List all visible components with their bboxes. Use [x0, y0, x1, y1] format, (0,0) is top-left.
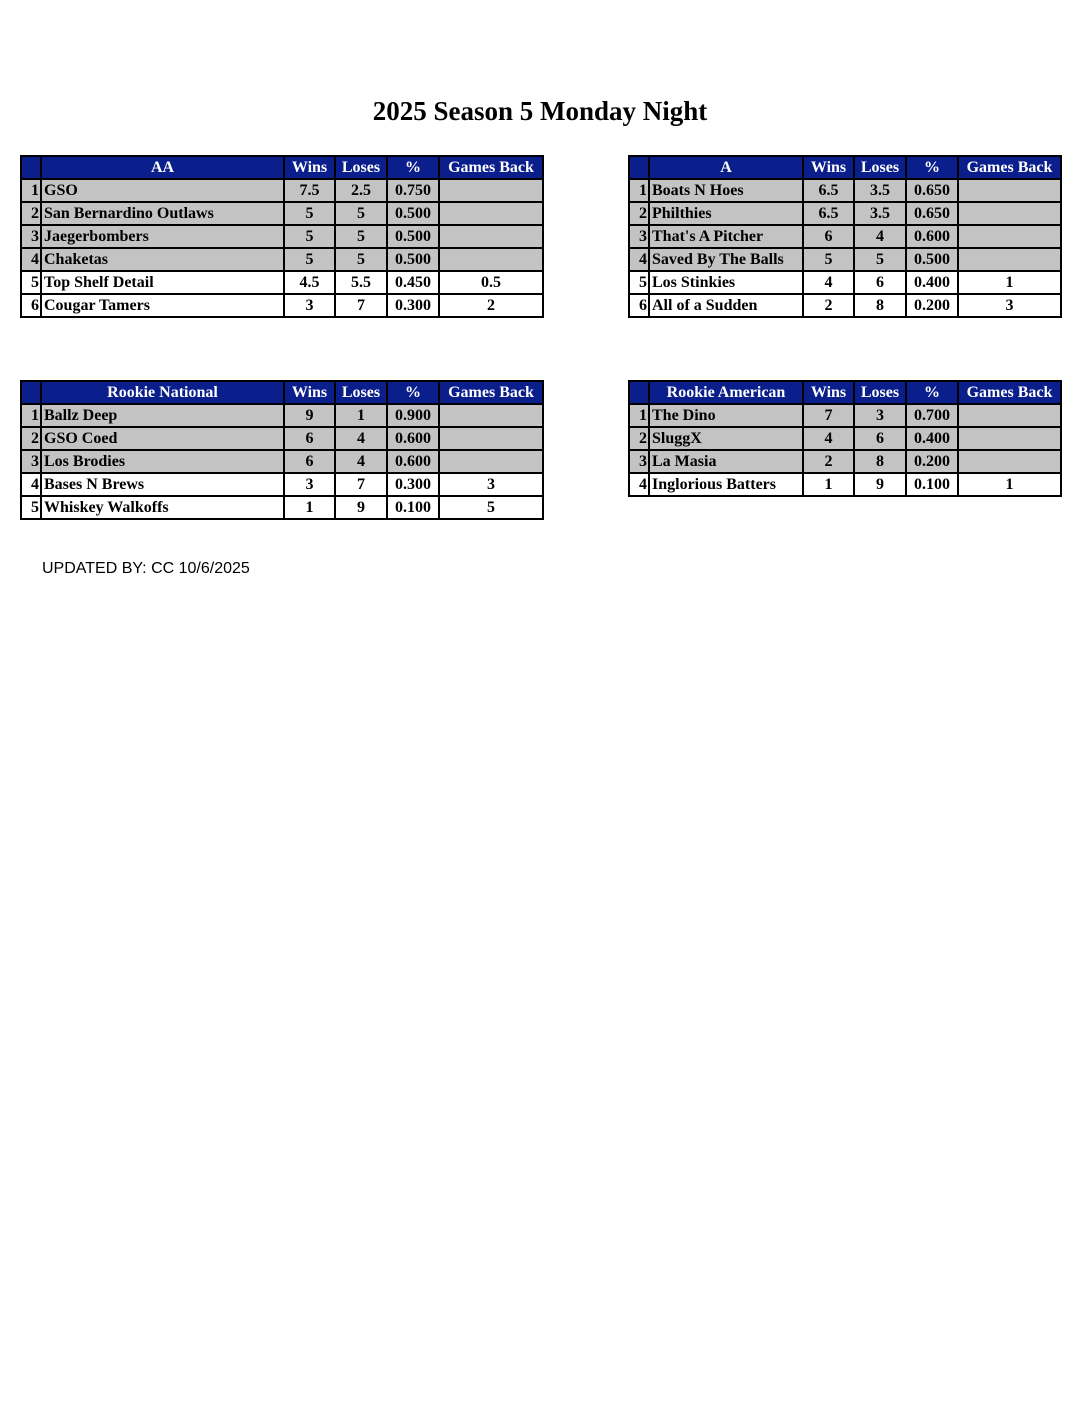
- games-back-cell: 1: [958, 473, 1061, 496]
- pct-cell: 0.500: [387, 225, 439, 248]
- pct-cell: 0.700: [906, 404, 958, 427]
- loses-cell: 5: [335, 248, 387, 271]
- rank-cell: 5: [21, 271, 41, 294]
- team-name-cell: That's A Pitcher: [649, 225, 803, 248]
- loses-cell: 5.5: [335, 271, 387, 294]
- team-name-cell: Saved By The Balls: [649, 248, 803, 271]
- wins-cell: 1: [284, 496, 335, 519]
- division-name: Rookie National: [41, 381, 284, 404]
- pct-cell: 0.300: [387, 473, 439, 496]
- team-name-cell: Top Shelf Detail: [41, 271, 284, 294]
- pct-cell: 0.650: [906, 202, 958, 225]
- rank-cell: 3: [629, 450, 649, 473]
- rank-header: [629, 156, 649, 179]
- games-back-cell: 5: [439, 496, 543, 519]
- wins-cell: 9: [284, 404, 335, 427]
- games-back-cell: [439, 179, 543, 202]
- team-name-cell: GSO: [41, 179, 284, 202]
- pct-cell: 0.200: [906, 294, 958, 317]
- wins-cell: 6: [284, 450, 335, 473]
- loses-cell: 2.5: [335, 179, 387, 202]
- rank-cell: 6: [21, 294, 41, 317]
- rank-cell: 4: [629, 248, 649, 271]
- table-row: [629, 179, 1061, 202]
- team-name-cell: All of a Sudden: [649, 294, 803, 317]
- loses-header: Loses: [854, 381, 906, 404]
- pct-cell: 0.400: [906, 427, 958, 450]
- pct-header: %: [906, 156, 958, 179]
- division-name: A: [649, 156, 803, 179]
- wins-cell: 7.5: [284, 179, 335, 202]
- loses-cell: 6: [854, 271, 906, 294]
- pct-cell: 0.500: [387, 202, 439, 225]
- games-back-cell: [439, 248, 543, 271]
- games-back-cell: 1: [958, 271, 1061, 294]
- wins-cell: 4: [803, 271, 854, 294]
- loses-cell: 7: [335, 294, 387, 317]
- pct-cell: 0.200: [906, 450, 958, 473]
- team-name-cell: San Bernardino Outlaws: [41, 202, 284, 225]
- games-back-cell: [439, 225, 543, 248]
- rank-cell: 2: [629, 427, 649, 450]
- table-row: [629, 294, 1061, 317]
- pct-header: %: [387, 156, 439, 179]
- standings-table-rookie-american: [628, 380, 1062, 497]
- table-row: [629, 202, 1061, 225]
- wins-cell: 6.5: [803, 202, 854, 225]
- pct-cell: 0.600: [387, 450, 439, 473]
- pct-cell: 0.900: [387, 404, 439, 427]
- rank-header: [21, 381, 41, 404]
- wins-cell: 1: [803, 473, 854, 496]
- table-row: [21, 404, 543, 427]
- games-back-cell: [958, 248, 1061, 271]
- division-name: AA: [41, 156, 284, 179]
- team-name-cell: Chaketas: [41, 248, 284, 271]
- games-back-header: Games Back: [439, 156, 543, 179]
- pct-cell: 0.100: [387, 496, 439, 519]
- games-back-cell: [958, 202, 1061, 225]
- team-name-cell: Whiskey Walkoffs: [41, 496, 284, 519]
- wins-cell: 6: [803, 225, 854, 248]
- table-header-row: [21, 156, 543, 179]
- loses-cell: 8: [854, 294, 906, 317]
- team-name-cell: Philthies: [649, 202, 803, 225]
- table-row: [21, 450, 543, 473]
- wins-cell: 4: [803, 427, 854, 450]
- table-row: [629, 427, 1061, 450]
- table-row: [21, 496, 543, 519]
- rank-cell: 5: [629, 271, 649, 294]
- rank-cell: 1: [21, 179, 41, 202]
- games-back-cell: [958, 225, 1061, 248]
- rank-cell: 3: [21, 225, 41, 248]
- wins-header: Wins: [284, 156, 335, 179]
- table-row: [21, 248, 543, 271]
- table-row: [629, 450, 1061, 473]
- wins-cell: 5: [803, 248, 854, 271]
- team-name-cell: Boats N Hoes: [649, 179, 803, 202]
- wins-header: Wins: [284, 381, 335, 404]
- rank-cell: 4: [21, 473, 41, 496]
- games-back-cell: 3: [439, 473, 543, 496]
- wins-cell: 7: [803, 404, 854, 427]
- table-row: [21, 473, 543, 496]
- wins-header: Wins: [803, 381, 854, 404]
- wins-cell: 5: [284, 202, 335, 225]
- pct-header: %: [906, 381, 958, 404]
- table-row: [21, 427, 543, 450]
- rank-header: [21, 156, 41, 179]
- loses-cell: 3.5: [854, 179, 906, 202]
- loses-header: Loses: [854, 156, 906, 179]
- table-row: [629, 271, 1061, 294]
- table-row: [21, 179, 543, 202]
- loses-cell: 5: [335, 225, 387, 248]
- rank-cell: 2: [21, 427, 41, 450]
- games-back-cell: [439, 450, 543, 473]
- rank-cell: 5: [21, 496, 41, 519]
- pct-cell: 0.600: [906, 225, 958, 248]
- games-back-header: Games Back: [958, 381, 1061, 404]
- games-back-cell: 3: [958, 294, 1061, 317]
- wins-cell: 2: [803, 450, 854, 473]
- pct-cell: 0.450: [387, 271, 439, 294]
- loses-cell: 1: [335, 404, 387, 427]
- team-name-cell: Los Stinkies: [649, 271, 803, 294]
- table-row: [629, 248, 1061, 271]
- wins-cell: 4.5: [284, 271, 335, 294]
- team-name-cell: Ballz Deep: [41, 404, 284, 427]
- rank-header: [629, 381, 649, 404]
- rank-cell: 2: [629, 202, 649, 225]
- loses-cell: 9: [854, 473, 906, 496]
- rank-cell: 2: [21, 202, 41, 225]
- table-header-row: [629, 381, 1061, 404]
- games-back-cell: 2: [439, 294, 543, 317]
- pct-header: %: [387, 381, 439, 404]
- games-back-cell: [439, 202, 543, 225]
- table-row: [629, 404, 1061, 427]
- rank-cell: 4: [21, 248, 41, 271]
- team-name-cell: La Masia: [649, 450, 803, 473]
- loses-cell: 6: [854, 427, 906, 450]
- games-back-cell: [958, 404, 1061, 427]
- team-name-cell: Cougar Tamers: [41, 294, 284, 317]
- loses-cell: 4: [335, 450, 387, 473]
- rank-cell: 3: [21, 450, 41, 473]
- table-row: [21, 271, 543, 294]
- team-name-cell: Inglorious Batters: [649, 473, 803, 496]
- loses-header: Loses: [335, 156, 387, 179]
- wins-cell: 6: [284, 427, 335, 450]
- rank-cell: 1: [629, 179, 649, 202]
- games-back-cell: 0.5: [439, 271, 543, 294]
- pct-cell: 0.500: [387, 248, 439, 271]
- wins-cell: 3: [284, 294, 335, 317]
- games-back-cell: [958, 450, 1061, 473]
- loses-cell: 8: [854, 450, 906, 473]
- rank-cell: 1: [21, 404, 41, 427]
- wins-cell: 2: [803, 294, 854, 317]
- games-back-cell: [439, 404, 543, 427]
- standings-table-aa: [20, 155, 544, 318]
- pct-cell: 0.500: [906, 248, 958, 271]
- team-name-cell: Los Brodies: [41, 450, 284, 473]
- loses-cell: 4: [854, 225, 906, 248]
- loses-cell: 5: [854, 248, 906, 271]
- pct-cell: 0.750: [387, 179, 439, 202]
- team-name-cell: The Dino: [649, 404, 803, 427]
- division-name: Rookie American: [649, 381, 803, 404]
- wins-cell: 5: [284, 225, 335, 248]
- wins-cell: 5: [284, 248, 335, 271]
- updated-by-note: UPDATED BY: CC 10/6/2025: [42, 560, 250, 577]
- loses-cell: 4: [335, 427, 387, 450]
- table-header-row: [629, 156, 1061, 179]
- games-back-cell: [958, 427, 1061, 450]
- team-name-cell: SluggX: [649, 427, 803, 450]
- table-row: [21, 225, 543, 248]
- wins-header: Wins: [803, 156, 854, 179]
- standings-table-rookie-national: [20, 380, 544, 520]
- table-row: [21, 202, 543, 225]
- pct-cell: 0.300: [387, 294, 439, 317]
- pct-cell: 0.400: [906, 271, 958, 294]
- games-back-cell: [439, 427, 543, 450]
- loses-cell: 7: [335, 473, 387, 496]
- rank-cell: 6: [629, 294, 649, 317]
- games-back-header: Games Back: [439, 381, 543, 404]
- loses-cell: 3.5: [854, 202, 906, 225]
- team-name-cell: Jaegerbombers: [41, 225, 284, 248]
- team-name-cell: Bases N Brews: [41, 473, 284, 496]
- loses-cell: 9: [335, 496, 387, 519]
- rank-cell: 1: [629, 404, 649, 427]
- loses-cell: 3: [854, 404, 906, 427]
- pct-cell: 0.650: [906, 179, 958, 202]
- loses-header: Loses: [335, 381, 387, 404]
- standings-table-a: [628, 155, 1062, 318]
- team-name-cell: GSO Coed: [41, 427, 284, 450]
- wins-cell: 6.5: [803, 179, 854, 202]
- wins-cell: 3: [284, 473, 335, 496]
- table-row: [629, 225, 1061, 248]
- games-back-cell: [958, 179, 1061, 202]
- page-title: 2025 Season 5 Monday Night: [372, 96, 708, 126]
- rank-cell: 4: [629, 473, 649, 496]
- table-row: [629, 473, 1061, 496]
- rank-cell: 3: [629, 225, 649, 248]
- pct-cell: 0.100: [906, 473, 958, 496]
- table-header-row: [21, 381, 543, 404]
- pct-cell: 0.600: [387, 427, 439, 450]
- loses-cell: 5: [335, 202, 387, 225]
- games-back-header: Games Back: [958, 156, 1061, 179]
- table-row: [21, 294, 543, 317]
